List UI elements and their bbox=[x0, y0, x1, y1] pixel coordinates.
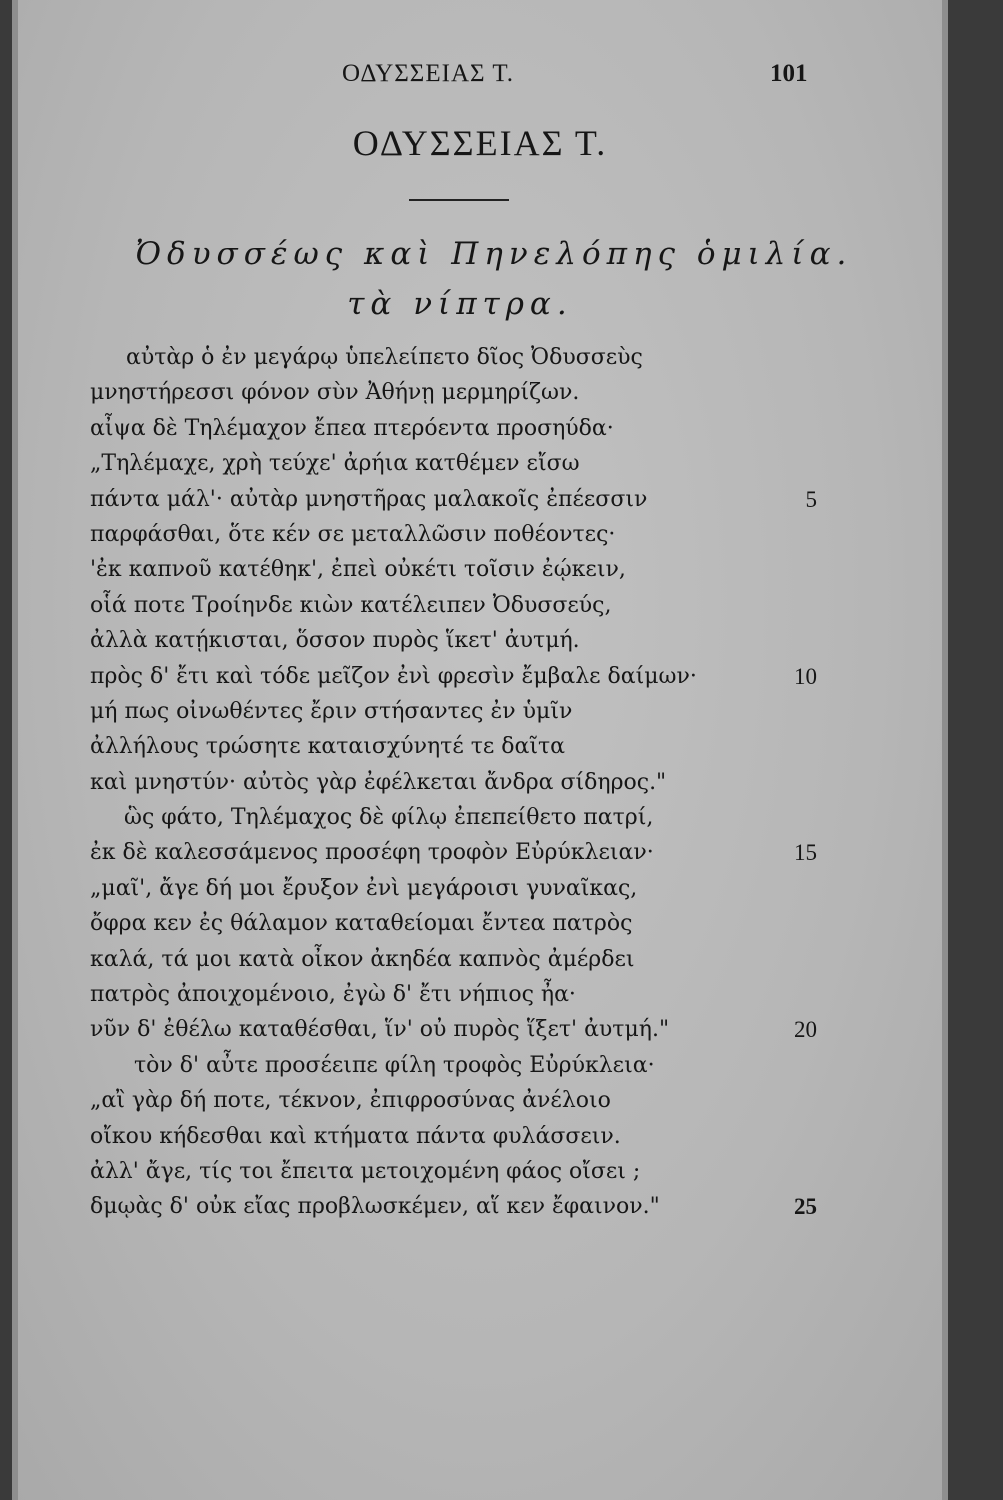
verse-text: ὣς φάτο, Τηλέμαχος δὲ φίλῳ ἐπεπείθετο πατρί, bbox=[124, 805, 654, 831]
title-divider bbox=[409, 199, 509, 201]
verse-text: πατρὸς ἀποιχομένοιο, ἐγὼ δ' ἔτι νήπιος ἦα· bbox=[90, 982, 576, 1008]
verse-line bbox=[12, 835, 948, 870]
verse-text: ἀλλὰ κατῄκισται, ὅσσον πυρὸς ἵκετ' ἀυτμή. bbox=[90, 628, 580, 654]
verse-text: αἶψα δὲ Τηλέμαχον ἔπεα πτερόεντα προσηύδα· bbox=[90, 415, 614, 441]
verse-line bbox=[12, 800, 948, 835]
verse-line bbox=[12, 446, 948, 481]
verse-text: οἷά ποτε Τροίηνδε κιὼν κατέλειπεν Ὀδυσσεύς, bbox=[90, 592, 612, 618]
verse-line bbox=[12, 1048, 948, 1083]
verse-line bbox=[12, 1189, 948, 1224]
verse-text: νῦν δ' ἐθέλω καταθέσθαι, ἵν' οὐ πυρὸς ἵξετ' ἀυτμή." bbox=[90, 1017, 670, 1043]
verse-line bbox=[12, 375, 948, 410]
verse-line bbox=[12, 906, 948, 941]
verse-line bbox=[12, 588, 948, 623]
verse-line bbox=[12, 340, 948, 375]
verse-line bbox=[12, 517, 948, 552]
verse-line bbox=[12, 623, 948, 658]
verse-text: 'ἐκ καπνοῦ κατέθηκ', ἐπεὶ οὐκέτι τοῖσιν ἐῴκειν, bbox=[90, 557, 626, 583]
verse-text: „Τηλέμαχε, χρὴ τεύχε' ἀρήια κατθέμεν εἴσω bbox=[90, 451, 580, 477]
verse-text: μή πως οἰνωθέντες ἔριν στήσαντες ἐν ὑμῖν bbox=[90, 698, 573, 724]
verse-text: καλά, τά μοι κατὰ οἶκον ἀκηδέα καπνὸς ἀμέρδει bbox=[90, 946, 635, 972]
line-number: 20 bbox=[794, 1017, 817, 1043]
verse-text: ἀλλ' ἄγε, τίς τοι ἔπειτα μετοιχομένη φάος οἴσει ; bbox=[90, 1158, 641, 1184]
verse-text: αὐτὰρ ὁ ἐν μεγάρῳ ὑπελείπετο δῖος Ὀδυσσεὺς bbox=[126, 345, 643, 370]
verse-text: τὸν δ' αὖτε προσέειπε φίλη τροφὸς Εὐρύκλεια· bbox=[134, 1052, 655, 1078]
subtitle-line-1: Ὀδυσσέως καὶ Πηνελόπης ὁμιλία. bbox=[135, 236, 853, 272]
verse-line bbox=[12, 1012, 948, 1047]
verse-line bbox=[12, 694, 948, 729]
line-number: 15 bbox=[794, 840, 817, 866]
line-number: 5 bbox=[805, 486, 817, 512]
verse-text: καὶ μνηστύν· αὐτὸς γὰρ ἐφέλκεται ἄνδρα σίδηρος." bbox=[90, 769, 667, 795]
verse-line bbox=[12, 1154, 948, 1189]
verse-text: παρφάσθαι, ὅτε κέν σε μεταλλῶσιν ποθέοντες· bbox=[90, 521, 616, 547]
verse-text: πρὸς δ' ἔτι καὶ τόδε μεῖζον ἐνὶ φρεσὶν ἔμβαλε δαίμων· bbox=[90, 663, 697, 689]
verse-list bbox=[12, 340, 948, 1225]
verse-text: μνηστήρεσσι φόνον σὺν Ἀθήνῃ μερμηρίζων. bbox=[90, 380, 580, 406]
verse-text: „μαῖ', ἄγε δή μοι ἔρυξον ἐνὶ μεγάροισι γυναῖκας, bbox=[90, 875, 638, 901]
verse-text: οἴκου κήδεσθαι καὶ κτήματα πάντα φυλάσσειν. bbox=[90, 1123, 621, 1149]
subtitle-line-2: τὰ νίπτρα. bbox=[347, 286, 573, 322]
verse-line bbox=[12, 411, 948, 446]
verse-line bbox=[12, 729, 948, 764]
verse-line bbox=[12, 942, 948, 977]
verse-line bbox=[12, 1119, 948, 1154]
verse-line bbox=[12, 659, 948, 694]
verse-line bbox=[12, 765, 948, 800]
line-number: 25 bbox=[794, 1194, 817, 1220]
verse-text: ἐκ δὲ καλεσσάμενος προσέφη τροφὸν Εὐρύκλειαν· bbox=[90, 840, 654, 866]
verse-text: „αἲ γὰρ δή ποτε, τέκνον, ἐπιφροσύνας ἀνέλοιο bbox=[90, 1088, 611, 1114]
verse-line bbox=[12, 977, 948, 1012]
verse-text: ὄφρα κεν ἐς θάλαμον καταθείομαι ἔντεα πατρὸς bbox=[90, 911, 633, 937]
verse-line bbox=[12, 1083, 948, 1118]
verse-line bbox=[12, 552, 948, 587]
book-page bbox=[12, 0, 948, 1500]
page-number: 101 bbox=[770, 60, 808, 87]
verse-text: πάντα μάλ'· αὐτὰρ μνηστῆρας μαλακοῖς ἐπέεσσιν bbox=[90, 486, 648, 512]
verse-line bbox=[12, 482, 948, 517]
verse-text: ἀλλήλους τρώσητε καταισχύνητέ τε δαῖτα bbox=[90, 734, 566, 760]
line-number: 10 bbox=[794, 663, 817, 689]
verse-line bbox=[12, 871, 948, 906]
running-head: ΟΔΥΣΣΕΙΑΣ Τ. bbox=[342, 60, 515, 87]
book-title: ΟΔΥΣΣΕΙΑΣ Τ. bbox=[352, 123, 608, 163]
verse-text: δμῳὰς δ' οὐκ εἴας προβλωσκέμεν, αἵ κεν ἔφαινον." bbox=[90, 1194, 660, 1220]
